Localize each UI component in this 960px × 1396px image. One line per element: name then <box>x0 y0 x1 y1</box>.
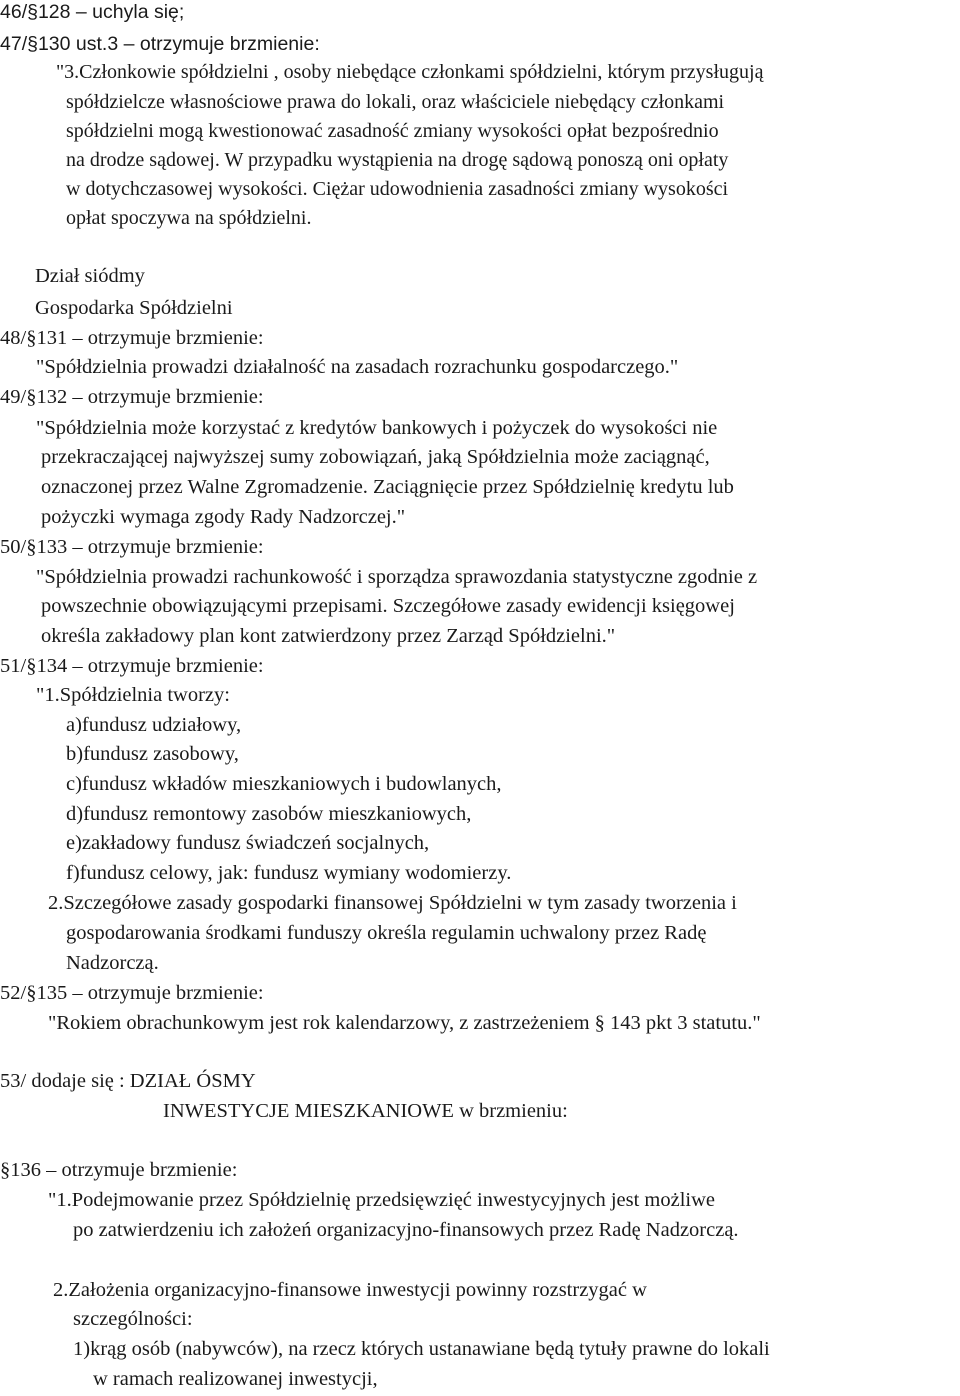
text-line: spółdzielni mogą kwestionować zasadność zmiany wysokości opłat bezpośrednio <box>66 120 719 142</box>
list-item: e)zakładowy fundusz świadczeń socjalnych, <box>66 832 430 854</box>
list-item: d)fundusz remontowy zasobów mieszkaniowych, <box>66 803 472 825</box>
text-line: opłat spoczywa na spółdzielni. <box>66 207 312 229</box>
text-line: §136 – otrzymuje brzmienie: <box>0 1159 238 1181</box>
section-heading: Dział siódmy <box>35 265 145 287</box>
text-line: "3.Członkowie spółdzielni , osoby niebędące członkami spółdzielni, którym przysługują <box>56 61 764 83</box>
text-line: 48/§131 – otrzymuje brzmienie: <box>0 327 264 349</box>
text-line: określa zakładowy plan kont zatwierdzony przez Zarząd Spółdzielni." <box>41 625 616 647</box>
text-line: 1)krąg osób (nabywców), na rzecz których ustanawiane będą tytuły prawne do lokali <box>73 1338 770 1360</box>
text-line: powszechnie obowiązującymi przepisami. Szczegółowe zasady ewidencji księgowej <box>41 595 735 617</box>
text-line: po zatwierdzeniu ich założeń organizacyjno-finansowych przez Radę Nadzorczą. <box>73 1219 739 1241</box>
text-line: 47/§130 ust.3 – otrzymuje brzmienie: <box>0 33 320 55</box>
text-line: "Spółdzielnia prowadzi rachunkowość i sporządza sprawozdania statystyczne zgodnie z <box>36 566 758 588</box>
text-line: 2.Szczegółowe zasady gospodarki finansowej Spółdzielni w tym zasady tworzenia i <box>48 892 737 914</box>
text-line: "Spółdzielnia może korzystać z kredytów bankowych i pożyczek do wysokości nie <box>36 417 718 439</box>
text-line: 46/§128 – uchyla się; <box>0 1 185 23</box>
list-item: c)fundusz wkładów mieszkaniowych i budowlanych, <box>66 773 502 795</box>
text-line: 50/§133 – otrzymuje brzmienie: <box>0 536 264 558</box>
text-line: przekraczającej najwyższej sumy zobowiązań, jaką Spółdzielnia może zaciągnąć, <box>41 446 710 468</box>
list-item: f)fundusz celowy, jak: fundusz wymiany wodomierzy. <box>66 862 512 884</box>
text-line: na drodze sądowej. W przypadku wystąpienia na drogę sądową ponoszą oni opłaty <box>66 149 729 171</box>
list-item: b)fundusz zasobowy, <box>66 743 239 765</box>
text-line: "1.Spółdzielnia tworzy: <box>36 684 230 706</box>
text-line: "Spółdzielnia prowadzi działalność na zasadach rozrachunku gospodarczego." <box>36 356 679 378</box>
text-line: w dotychczasowej wysokości. Ciężar udowodnienia zasadności zmiany wysokości <box>66 178 729 200</box>
text-line: w ramach realizowanej inwestycji, <box>93 1368 378 1390</box>
text-line: 53/ dodaje się : DZIAŁ ÓSMY <box>0 1070 256 1092</box>
text-line: szczególności: <box>73 1308 193 1330</box>
text-line: INWESTYCJE MIESZKANIOWE w brzmieniu: <box>163 1100 568 1122</box>
list-item: a)fundusz udziałowy, <box>66 714 242 736</box>
text-line: oznaczonej przez Walne Zgromadzenie. Zaciągnięcie przez Spółdzielnię kredytu lub <box>41 476 734 498</box>
text-line: spółdzielcze własnościowe prawa do lokali, oraz właściciele niebędący członkami <box>66 91 725 113</box>
text-line: pożyczki wymaga zgody Rady Nadzorczej." <box>41 506 406 528</box>
section-subheading: Gospodarka Spółdzielni <box>35 297 233 319</box>
text-line: 49/§132 – otrzymuje brzmienie: <box>0 386 264 408</box>
text-line: gospodarowania środkami funduszy określa regulamin uchwalony przez Radę <box>66 922 707 944</box>
text-line: 2.Założenia organizacyjno-finansowe inwestycji powinny rozstrzygać w <box>53 1279 647 1301</box>
text-line: 52/§135 – otrzymuje brzmienie: <box>0 982 264 1004</box>
text-line: 51/§134 – otrzymuje brzmienie: <box>0 655 264 677</box>
text-line: "Rokiem obrachunkowym jest rok kalendarzowy, z zastrzeżeniem § 143 pkt 3 statutu." <box>48 1012 761 1034</box>
text-line: "1.Podejmowanie przez Spółdzielnię przedsięwzięć inwestycyjnych jest możliwe <box>48 1189 716 1211</box>
text-line: Nadzorczą. <box>66 952 159 974</box>
